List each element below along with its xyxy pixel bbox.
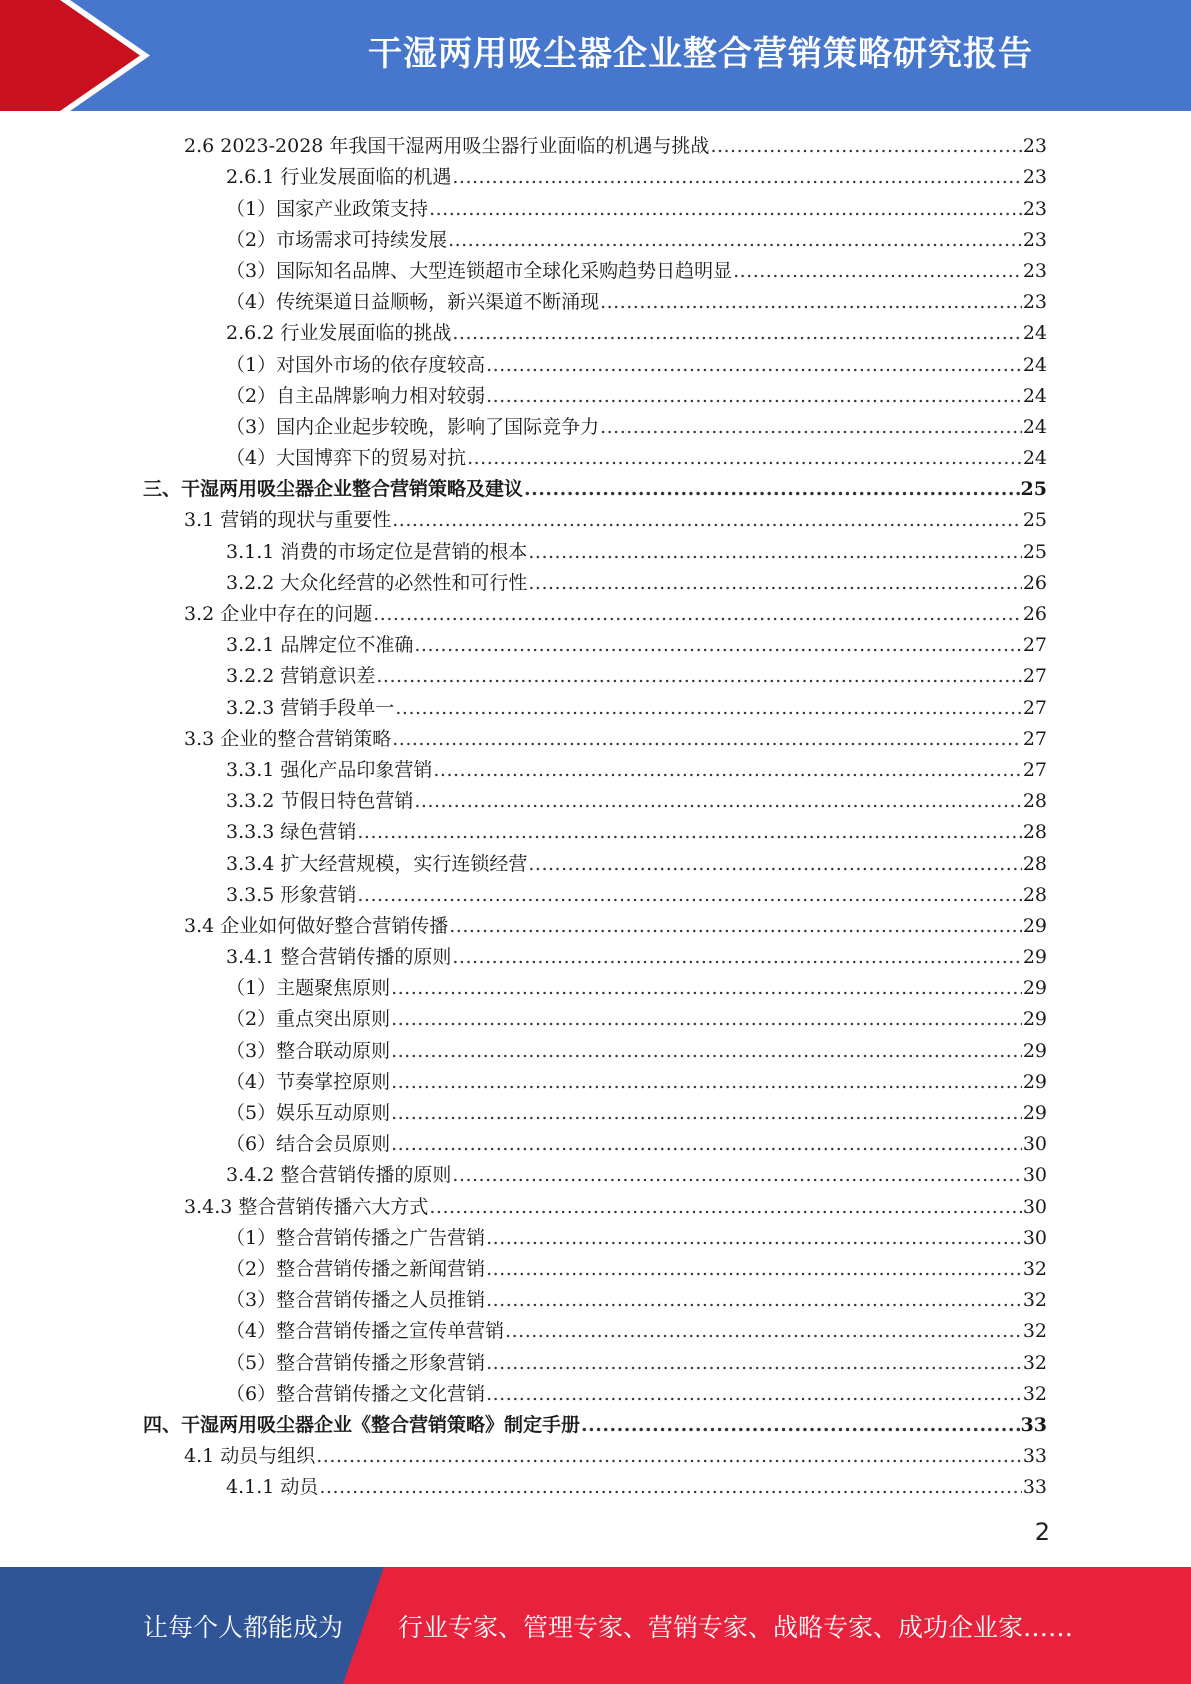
toc-entry[interactable]: [0, 565, 1047, 596]
toc-entry-page: 27: [1022, 696, 1047, 719]
toc-dot-leader: [524, 478, 1020, 500]
toc-entry-title: 3.2.1 品牌定位不准确: [226, 634, 414, 657]
toc-entry-title: （4）大国博弈下的贸易对抗: [226, 447, 467, 470]
toc-entry[interactable]: [0, 845, 1047, 876]
toc-entry[interactable]: [0, 1220, 1047, 1251]
toc-entry[interactable]: [0, 1376, 1047, 1407]
page-header: [0, 0, 1191, 111]
toc-entry-title: （4）节奏掌控原则: [226, 1070, 391, 1093]
toc-entry-page: 27: [1022, 758, 1047, 781]
toc-entry-title: 3.1 营销的现状与重要性: [184, 509, 392, 532]
toc-entry-page: 33: [1020, 1413, 1047, 1436]
toc-dot-leader: [414, 634, 1021, 656]
toc-entry[interactable]: [0, 783, 1047, 814]
toc-entry-page: 33: [1022, 1476, 1047, 1499]
toc-dot-leader: [392, 509, 1022, 531]
toc-dot-leader: [710, 135, 1021, 157]
toc-entry[interactable]: [0, 440, 1047, 471]
toc-dot-leader: [486, 1227, 1022, 1249]
toc-entry-page: 23: [1022, 166, 1047, 189]
toc-entry-page: 26: [1022, 603, 1047, 625]
toc-entry-title: （3）整合营销传播之人员推销: [226, 1289, 486, 1312]
toc-entry-title: 2.6.1 行业发展面临的机遇: [226, 166, 452, 189]
toc-dot-leader: [486, 1383, 1022, 1405]
toc-dot-leader: [452, 1164, 1021, 1186]
toc-dot-leader: [581, 1414, 1020, 1436]
toc-entry-title: 3.2.2 营销意识差: [226, 665, 376, 688]
toc-entry-title: 3.3 企业的整合营销策略: [184, 727, 392, 750]
toc-entry-title: 3.2.2 大众化经营的必然性和可行性: [226, 571, 528, 594]
toc-entry-page: 30: [1022, 1133, 1047, 1156]
toc-dot-leader: [600, 291, 1022, 313]
toc-entry-title: 3.3.2 节假日特色营销: [226, 790, 414, 813]
toc-entry-title: 2.6 2023-2028 年我国干湿两用吸尘器行业面临的机遇与挑战: [184, 135, 710, 158]
toc-entry-page: 28: [1022, 883, 1047, 906]
toc-entry[interactable]: [0, 814, 1047, 845]
toc-entry[interactable]: [0, 1313, 1047, 1344]
toc-entry-page: 27: [1022, 727, 1047, 750]
toc-dot-leader: [373, 603, 1022, 625]
page-footer: [0, 1567, 1191, 1684]
toc-dot-leader: [391, 1102, 1022, 1124]
footer-slogan-right: 行业专家、管理专家、营销专家、战略专家、成功企业家……: [398, 1613, 1074, 1642]
toc-entry[interactable]: [0, 533, 1047, 564]
toc-entry-page: 25: [1022, 540, 1047, 563]
toc-dot-leader: [433, 759, 1021, 781]
toc-entry-title: 3.2.3 营销手段单一: [226, 696, 395, 719]
toc-dot-leader: [357, 821, 1021, 843]
toc-entry-page: 30: [1022, 1195, 1047, 1218]
toc-entry[interactable]: [0, 1438, 1047, 1469]
toc-entry-page: 32: [1022, 1320, 1047, 1343]
toc-entry[interactable]: [0, 159, 1047, 190]
toc-entry[interactable]: [0, 190, 1047, 221]
toc-entry-page: 29: [1022, 1102, 1047, 1124]
toc-entry[interactable]: [0, 721, 1047, 752]
toc-dot-leader: [391, 1040, 1022, 1062]
toc-entry-title: 4.1 动员与组织: [184, 1445, 316, 1468]
toc-dot-leader: [448, 229, 1022, 251]
toc-entry-title: （5）娱乐互动原则: [226, 1102, 391, 1124]
toc-entry-title: （2）整合营销传播之新闻营销: [226, 1257, 486, 1280]
toc-dot-leader: [449, 915, 1022, 937]
toc-entry[interactable]: [0, 1001, 1047, 1032]
toc-entry-page: 28: [1022, 790, 1047, 813]
toc-entry[interactable]: [0, 877, 1047, 908]
toc-dot-leader: [392, 728, 1022, 750]
toc-dot-leader: [467, 447, 1022, 469]
toc-entry-page: 28: [1022, 821, 1047, 844]
toc-entry[interactable]: [0, 409, 1047, 440]
toc-entry-page: 23: [1022, 197, 1047, 220]
toc-dot-leader: [391, 1133, 1022, 1155]
toc-entry-title: 4.1.1 动员: [226, 1476, 319, 1499]
toc-entry[interactable]: [0, 1064, 1047, 1095]
toc-entry-page: 25: [1020, 478, 1047, 501]
toc-entry-page: 32: [1022, 1351, 1047, 1374]
toc-entry[interactable]: [0, 378, 1047, 409]
toc-dot-leader: [357, 884, 1021, 906]
toc-entry[interactable]: [0, 1469, 1047, 1500]
toc-entry-title: 3.3.5 形象营销: [226, 883, 357, 906]
toc-entry-title: 四、干湿两用吸尘器企业《整合营销策略》制定手册: [143, 1413, 581, 1436]
toc-entry-page: 29: [1022, 1039, 1047, 1062]
toc-entry[interactable]: [0, 658, 1047, 689]
toc-entry[interactable]: [0, 596, 1047, 627]
toc-entry-page: 30: [1022, 1226, 1047, 1249]
toc-entry-page: 32: [1022, 1257, 1047, 1280]
toc-entry-title: （6）整合营销传播之文化营销: [226, 1382, 486, 1405]
toc-entry[interactable]: [0, 752, 1047, 783]
toc-entry[interactable]: [0, 1407, 1047, 1438]
toc-entry-page: 25: [1022, 509, 1047, 532]
toc-entry-page: 30: [1022, 1164, 1047, 1187]
toc-entry[interactable]: [0, 1095, 1047, 1126]
toc-dot-leader: [429, 198, 1022, 220]
toc-entry-page: 27: [1022, 665, 1047, 688]
toc-dot-leader: [486, 354, 1022, 376]
toc-entry-page: 29: [1022, 1070, 1047, 1093]
toc-entry-page: 28: [1022, 852, 1047, 875]
toc-dot-leader: [414, 790, 1021, 812]
toc-entry-title: （4）整合营销传播之宣传单营销: [226, 1320, 505, 1343]
toc-entry[interactable]: [0, 284, 1047, 315]
toc-dot-leader: [486, 1289, 1022, 1311]
toc-entry-title: （5）整合营销传播之形象营销: [226, 1351, 486, 1374]
toc-dot-leader: [452, 946, 1021, 968]
toc-entry-page: 24: [1022, 415, 1047, 438]
toc-entry-title: 3.4 企业如何做好整合营销传播: [184, 914, 449, 937]
toc-dot-leader: [391, 1071, 1022, 1093]
toc-entry-page: 27: [1022, 634, 1047, 657]
toc-dot-leader: [505, 1320, 1022, 1342]
toc-entry-page: 23: [1022, 228, 1047, 251]
toc-entry-title: （2）自主品牌影响力相对较弱: [226, 384, 486, 407]
toc-entry-page: 29: [1022, 1008, 1047, 1031]
toc-entry-title: 三、干湿两用吸尘器企业整合营销策略及建议: [143, 478, 524, 501]
toc-dot-leader: [452, 166, 1021, 188]
toc-entry-title: 3.4.1 整合营销传播的原则: [226, 946, 452, 969]
toc-dot-leader: [486, 1258, 1022, 1280]
toc-entry-title: （1）国家产业政策支持: [226, 197, 429, 220]
toc-entry-page: 23: [1022, 135, 1047, 158]
toc-dot-leader: [486, 385, 1022, 407]
toc-entry[interactable]: [0, 627, 1047, 658]
toc-entry-page: 26: [1022, 571, 1047, 594]
toc-dot-leader: [452, 322, 1021, 344]
toc-dot-leader: [486, 1352, 1022, 1374]
toc-entry-title: 3.4.2 整合营销传播的原则: [226, 1164, 452, 1187]
toc-dot-leader: [600, 416, 1022, 438]
toc-dot-leader: [429, 1196, 1021, 1218]
toc-entry-title: （2）市场需求可持续发展: [226, 228, 448, 251]
toc-entry[interactable]: [0, 128, 1047, 159]
toc-entry[interactable]: [0, 1251, 1047, 1282]
toc-entry-title: 3.3.4 扩大经营规模，实行连锁经营: [226, 852, 528, 875]
toc-entry-page: 23: [1022, 291, 1047, 314]
toc-entry[interactable]: [0, 1157, 1047, 1188]
toc-entry[interactable]: [0, 471, 1047, 502]
page-number: 2: [1034, 1518, 1050, 1546]
toc-dot-leader: [733, 260, 1022, 282]
toc-entry-page: 24: [1022, 384, 1047, 407]
report-title: 干湿两用吸尘器企业整合营销策略研究报告: [368, 34, 1033, 74]
toc-entry-title: （3）整合联动原则: [226, 1039, 391, 1062]
toc-entry-title: （3）国内企业起步较晚，影响了国际竞争力: [226, 415, 600, 438]
toc-dot-leader: [391, 1008, 1022, 1030]
toc-entry-title: （2）重点突出原则: [226, 1008, 391, 1031]
toc-dot-leader: [528, 853, 1021, 875]
toc-entry-page: 29: [1022, 914, 1047, 937]
toc-entry-title: （4）传统渠道日益顺畅，新兴渠道不断涌现: [226, 291, 600, 314]
toc-entry-page: 29: [1022, 977, 1047, 1000]
toc-dot-leader: [376, 665, 1021, 687]
toc-dot-leader: [391, 977, 1022, 999]
toc-entry[interactable]: [0, 1188, 1047, 1219]
toc-entry-page: 24: [1022, 322, 1047, 345]
toc-entry-page: 23: [1022, 259, 1047, 282]
toc-entry[interactable]: [0, 1032, 1047, 1063]
toc-entry[interactable]: [0, 689, 1047, 720]
toc-entry-page: 24: [1022, 447, 1047, 470]
toc-entry[interactable]: [0, 970, 1047, 1001]
header-chevron-arrow: [0, 0, 160, 111]
toc-entry[interactable]: [0, 939, 1047, 970]
footer-slogan-left: 让每个人都能成为: [143, 1613, 344, 1642]
toc-entry-title: （1）整合营销传播之广告营销: [226, 1226, 486, 1249]
toc-entry-title: 2.6.2 行业发展面临的挑战: [226, 322, 452, 345]
toc-dot-leader: [528, 541, 1021, 563]
toc-entry-page: 24: [1022, 353, 1047, 376]
toc-entry-title: （6）结合会员原则: [226, 1133, 391, 1156]
toc-entry-title: 3.4.3 整合营销传播六大方式: [184, 1195, 429, 1218]
toc-entry-title: 3.3.3 绿色营销: [226, 821, 357, 844]
toc-entry[interactable]: [0, 1344, 1047, 1375]
toc-entry-title: 3.2 企业中存在的问题: [184, 603, 373, 625]
toc-entry[interactable]: [0, 502, 1047, 533]
toc-entry-page: 32: [1022, 1382, 1047, 1405]
toc-dot-leader: [395, 697, 1021, 719]
toc-entry[interactable]: [0, 908, 1047, 939]
toc-dot-leader: [316, 1445, 1022, 1467]
toc-entry-title: （3）国际知名品牌、大型连锁超市全球化采购趋势日趋明显: [226, 259, 733, 282]
toc-entry-page: 29: [1022, 946, 1047, 969]
toc-dot-leader: [319, 1476, 1021, 1498]
toc-entry-title: （1）对国外市场的依存度较高: [226, 353, 486, 376]
toc-entry-title: 3.1.1 消费的市场定位是营销的根本: [226, 540, 528, 563]
toc-entry[interactable]: [0, 315, 1047, 346]
toc-entry[interactable]: [0, 222, 1047, 253]
toc-entry-page: 33: [1022, 1445, 1047, 1468]
toc-entry[interactable]: [0, 346, 1047, 377]
toc-entry-title: 3.3.1 强化产品印象营销: [226, 758, 433, 781]
table-of-contents: [0, 128, 1191, 1500]
toc-entry-page: 32: [1022, 1289, 1047, 1312]
toc-entry[interactable]: [0, 1282, 1047, 1313]
toc-entry[interactable]: [0, 253, 1047, 284]
toc-entry-title: （1）主题聚焦原则: [226, 977, 391, 1000]
toc-entry[interactable]: [0, 1126, 1047, 1157]
toc-dot-leader: [528, 572, 1021, 594]
